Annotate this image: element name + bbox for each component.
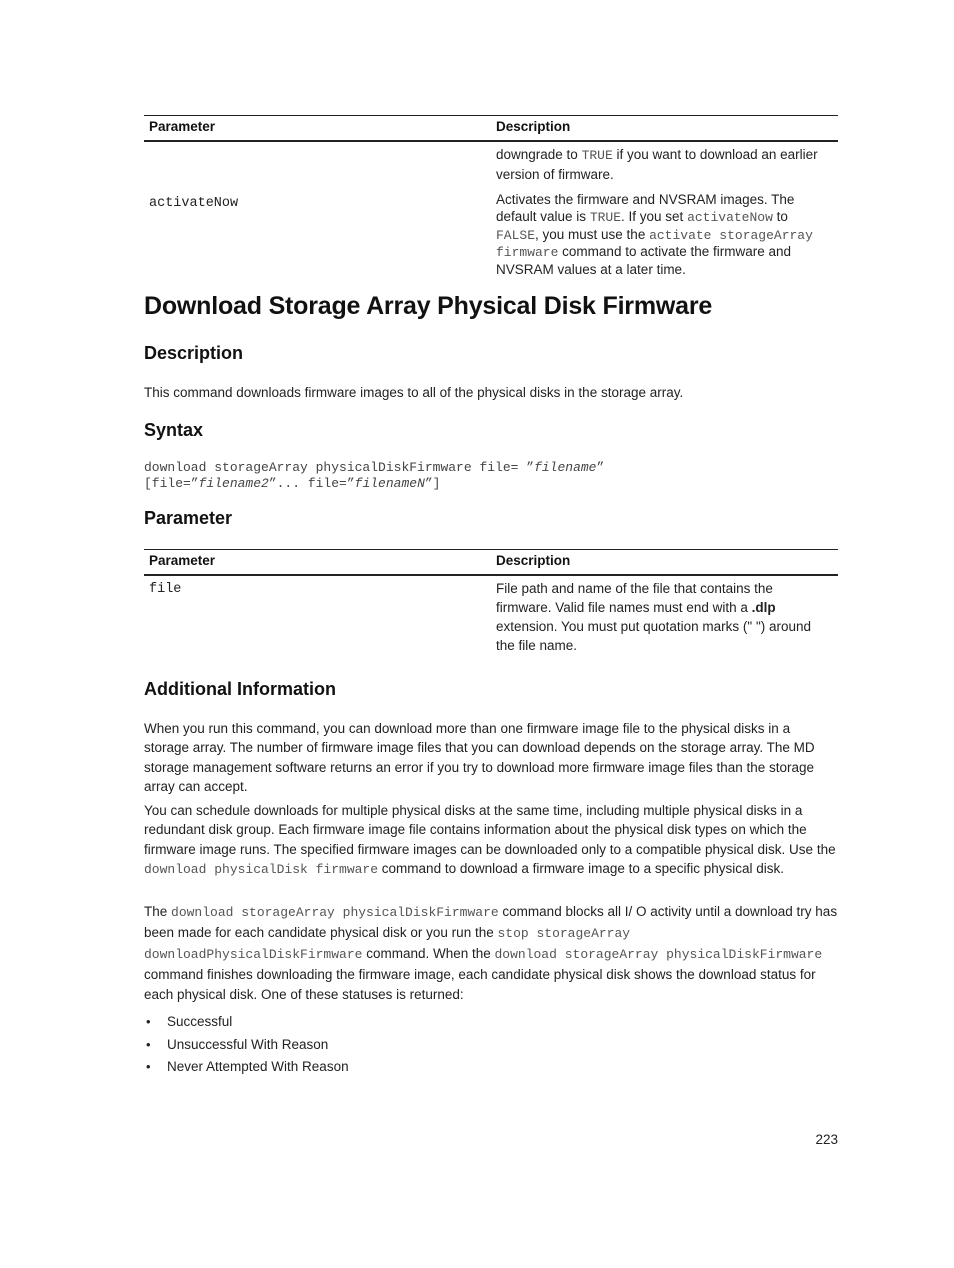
code-placeholder: filename2 <box>198 476 269 491</box>
table-row-param-activatenow: activateNow <box>149 196 239 211</box>
text: Activates the firmware and NVSRAM images. The default value is <box>496 192 795 224</box>
code-text: ” <box>596 460 605 475</box>
table-row-param-file: file <box>149 582 182 597</box>
text: The <box>144 904 172 919</box>
page-number: 223 <box>815 1132 838 1147</box>
description-heading: Description <box>144 343 244 363</box>
text: . If you set <box>621 208 688 224</box>
code-activate-command: activate storageArray firmware <box>496 227 813 261</box>
code-placeholder: filenameN <box>354 476 425 491</box>
table-header <box>144 549 838 576</box>
parameter-table-continued <box>144 115 838 278</box>
code-placeholder: filename <box>534 460 597 475</box>
parameter-table <box>144 549 838 653</box>
table-row-downgrade-description <box>496 145 831 184</box>
code-download-physicaldisk: download physicalDisk firmware <box>144 861 379 877</box>
additional-paragraph-3 <box>144 902 838 1005</box>
header-description: Description <box>496 119 571 134</box>
status-list <box>144 1011 349 1079</box>
code-text: ”] <box>424 476 441 491</box>
section-title: Download Storage Array Physical Disk Firmware <box>144 292 713 320</box>
parameter-heading: Parameter <box>144 508 233 528</box>
text: to <box>772 208 788 224</box>
syntax-heading: Syntax <box>144 420 204 440</box>
additional-paragraph-2 <box>144 801 838 879</box>
code-download-storagearray: download storageArray physicalDiskFirmware <box>171 905 499 920</box>
list-item: • Unsuccessful With Reason <box>144 1034 349 1057</box>
additional-information-heading: Additional Information <box>144 679 336 699</box>
code-false: FALSE <box>496 227 536 243</box>
text: extension. You must put quotation marks (" ") around the file name. <box>496 619 812 653</box>
text: You can schedule downloads for multiple physical disks at the same time, including multiple physical disks in a redundant disk group. Each firmware image file contains information about the physical disk types on which the firmware image runs. The specified firmware images can be downloaded only to a compatible physical disk. Use the <box>144 803 836 857</box>
code-activatenow: activateNow <box>687 209 773 225</box>
code-text: [file=” <box>144 476 199 491</box>
code-text: ”... file=” <box>268 476 355 491</box>
text: command blocks all I/ O activity until a download try has been made for each candidate physical disk or you run the <box>144 904 838 940</box>
text: if you want to download an earlier version of firmware. <box>496 147 818 182</box>
text: , you must use the <box>535 226 650 242</box>
syntax-code-block <box>144 460 604 492</box>
text: command. When the <box>362 946 495 961</box>
list-item: • Never Attempted With Reason <box>144 1056 349 1079</box>
header-parameter: Parameter <box>149 553 216 568</box>
header-description: Description <box>496 553 571 568</box>
text: downgrade to <box>496 147 582 162</box>
text: command to download a firmware image to a specific physical disk. <box>378 860 784 876</box>
text: File path and name of the file that contains the firmware. Valid file names must end with a <box>496 581 773 615</box>
table-header <box>144 115 838 142</box>
code-true: TRUE <box>581 148 613 163</box>
code-stop-download: stop storageArray downloadPhysicalDiskFirmware <box>144 926 631 962</box>
code-download-storagearray: download storageArray physicalDiskFirmware <box>494 947 823 962</box>
text: command finishes downloading the firmware image, each candidate physical disk shows the download status for each physical disk. One of these statuses is returned: <box>144 967 816 1002</box>
text-bold: .dlp <box>751 600 776 615</box>
table-row-file-description <box>496 579 831 655</box>
header-parameter: Parameter <box>149 119 216 134</box>
code-text: download storageArray physicalDiskFirmware file= ” <box>144 460 535 475</box>
additional-paragraph-1: When you run this command, you can download more than one firmware image file to the physical disks in a storage array. The number of firmware image files that you can download depends on the storage array. The MD storage management software returns an error if you try to download more firmware image files than the storage array can accept. <box>144 721 815 794</box>
code-true: TRUE <box>589 209 622 225</box>
table-row-activatenow-description <box>496 192 831 279</box>
list-item: • Successful <box>144 1011 349 1034</box>
text: command to activate the firmware and NVSRAM values at a later time. <box>496 244 792 278</box>
description-text: This command downloads firmware images to all of the physical disks in the storage array. <box>144 385 684 400</box>
